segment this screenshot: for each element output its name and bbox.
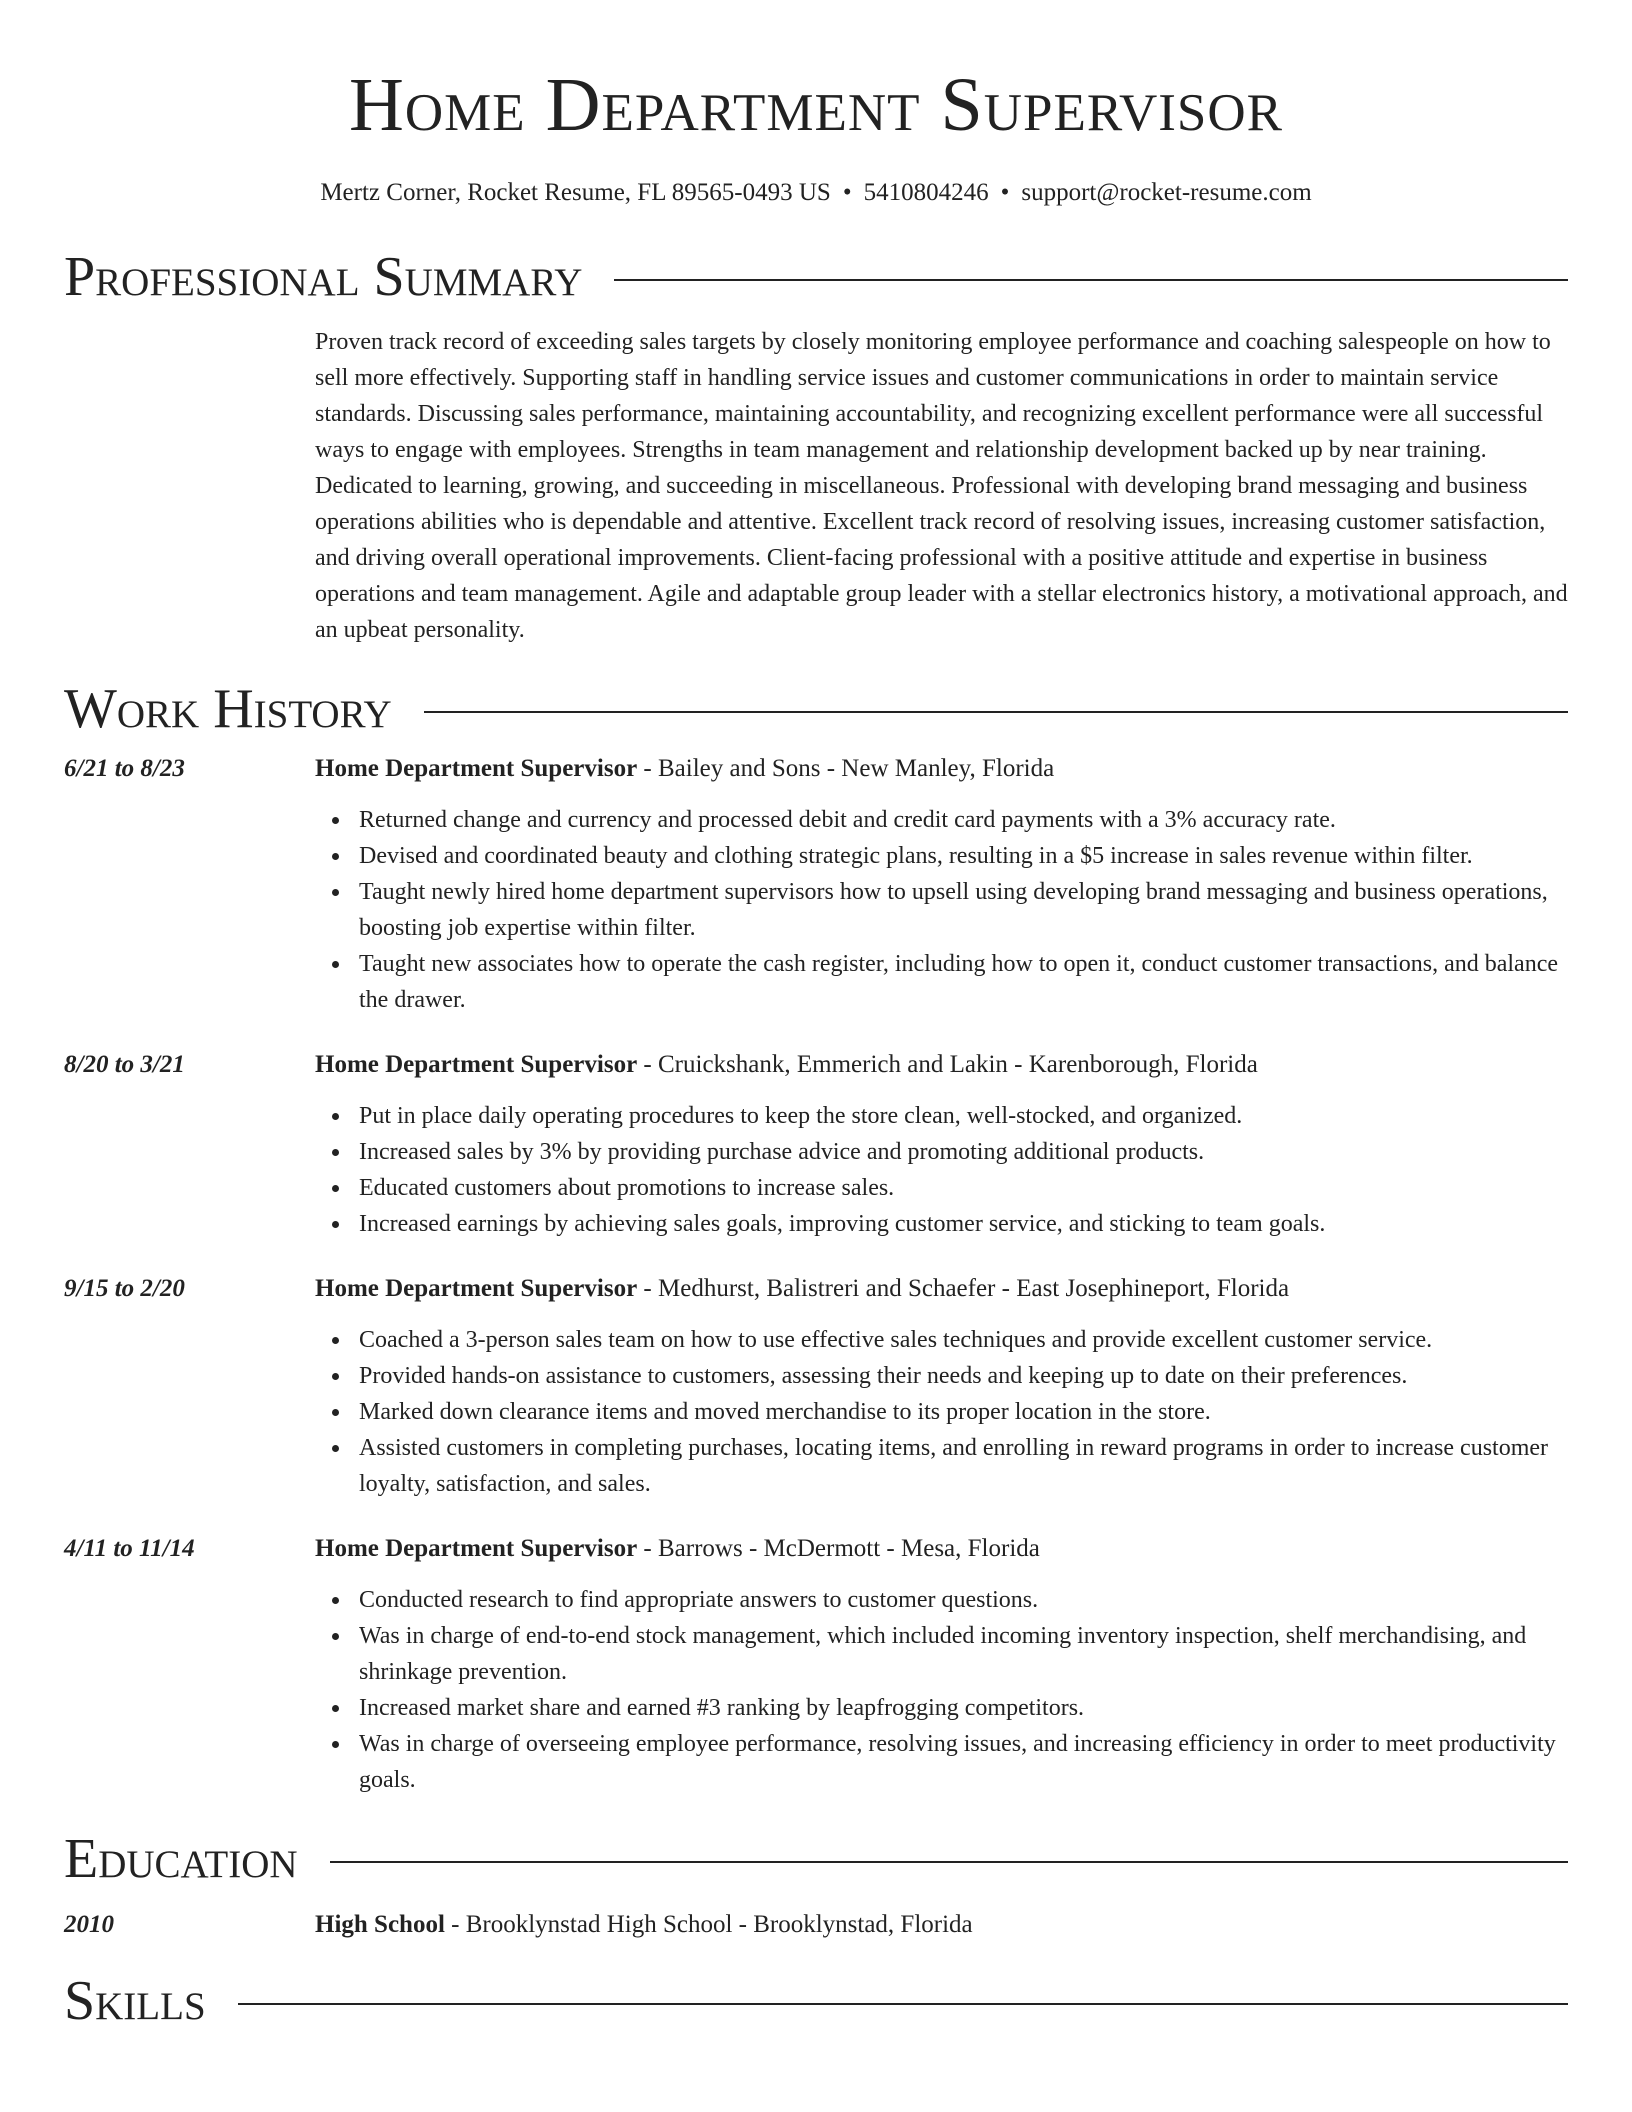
job-line — [315, 1272, 1568, 1306]
job-bullets — [315, 802, 1568, 1018]
job-entry — [64, 1048, 1568, 1242]
education-entry — [64, 1908, 1568, 1942]
skills-section-header — [64, 1968, 1568, 2034]
resume-name: Home Department Supervisor — [348, 63, 1284, 147]
job-bullet: Was in charge of overseeing employee performance, resolving issues, and increasing efficiency in order to meet productivity goals. — [359, 1726, 1568, 1798]
contact-email: support@rocket-resume.com — [1021, 179, 1312, 206]
job-entry — [64, 1272, 1568, 1502]
job-bullet: Devised and coordinated beauty and clothing strategic plans, resulting in a $5 increase in sales revenue within filter. — [359, 838, 1568, 874]
job-bullet: Conducted research to find appropriate answers to customer questions. — [359, 1582, 1568, 1618]
job-line — [315, 752, 1568, 786]
job-bullets — [315, 1582, 1568, 1798]
education-section-header — [64, 1826, 1568, 1892]
job-details: - Barrows - McDermott - Mesa, Florida — [637, 1535, 1040, 1562]
job-line — [315, 1048, 1568, 1082]
contact-line — [64, 178, 1568, 208]
education-heading: Education — [64, 1828, 298, 1890]
contact-address: Mertz Corner, Rocket Resume, FL 89565-0493 US — [320, 179, 831, 206]
section-divider — [330, 1861, 1568, 1863]
job-entry — [64, 752, 1568, 1018]
section-divider — [238, 2003, 1568, 2005]
contact-separator: • — [1000, 179, 1010, 206]
job-title: Home Department Supervisor — [315, 755, 638, 782]
job-bullet: Was in charge of end-to-end stock management, which included incoming inventory inspection, shelf merchandising, and shrinkage prevention. — [359, 1618, 1568, 1690]
summary-heading: Professional Summary — [64, 246, 583, 308]
job-dates: 4/11 to 11/14 — [64, 1535, 195, 1562]
resume-page — [64, 0, 1568, 2034]
skills-heading: Skills — [64, 1970, 206, 2032]
job-content — [315, 752, 1568, 1018]
job-title: Home Department Supervisor — [315, 1535, 638, 1562]
education-details: - Brooklynstad High School - Brooklynstad, Florida — [444, 1911, 973, 1938]
work-heading: Work History — [64, 678, 392, 740]
contact-separator: • — [842, 179, 852, 206]
section-divider — [614, 279, 1568, 281]
job-bullet: Marked down clearance items and moved merchandise to its proper location in the store. — [359, 1394, 1568, 1430]
job-dates: 9/15 to 2/20 — [64, 1275, 185, 1302]
job-bullets — [315, 1098, 1568, 1242]
job-bullet: Increased sales by 3% by providing purchase advice and promoting additional products. — [359, 1134, 1568, 1170]
summary-section-header — [64, 244, 1568, 310]
job-bullet: Coached a 3-person sales team on how to use effective sales techniques and provide excellent customer service. — [359, 1322, 1568, 1358]
education-content — [315, 1908, 1568, 1942]
job-title: Home Department Supervisor — [315, 1275, 638, 1302]
job-title: Home Department Supervisor — [315, 1051, 638, 1078]
job-details: - Medhurst, Balistreri and Schaefer - East Josephineport, Florida — [637, 1275, 1290, 1302]
job-details: - Bailey and Sons - New Manley, Florida — [637, 755, 1055, 782]
job-content — [315, 1048, 1568, 1242]
job-bullet: Put in place daily operating procedures to keep the store clean, well-stocked, and organized. — [359, 1098, 1568, 1134]
education-year: 2010 — [64, 1911, 114, 1938]
job-entry — [64, 1532, 1568, 1798]
job-bullet: Assisted customers in completing purchases, locating items, and enrolling in reward programs in order to increase customer loyalty, satisfaction, and sales. — [359, 1430, 1568, 1502]
section-divider — [424, 711, 1568, 713]
summary-text: Proven track record of exceeding sales targets by closely monitoring employee performance and coaching salespeople on how to sell more effectively. Supporting staff in handling service issues and customer communications in order to maintain service standards. Discussing sales performance, maintaining accountability, and recognizing excellent performance were all successful ways to engage with employees. Strengths in team management and relationship development backed up by near training. Dedicated to learning, growing, and succeeding in miscellaneous. Professional with developing brand messaging and business operations abilities who is dependable and attentive. Excellent track record of resolving issues, increasing customer satisfaction, and driving overall operational improvements. Client-facing professional with a positive attitude and expertise in business operations and team management. Agile and adaptable group leader with a stellar electronics history, a motivational approach, and an upbeat personality. — [315, 329, 1568, 643]
contact-phone: 5410804246 — [863, 179, 989, 206]
education-line — [315, 1908, 1568, 1942]
job-bullet: Educated customers about promotions to increase sales. — [359, 1170, 1568, 1206]
job-content — [315, 1272, 1568, 1502]
job-bullet: Returned change and currency and processed debit and credit card payments with a 3% accuracy rate. — [359, 802, 1568, 838]
job-line — [315, 1532, 1568, 1566]
job-bullet: Taught newly hired home department supervisors how to upsell using developing brand messaging and business operations, boosting job expertise within filter. — [359, 874, 1568, 946]
job-bullet: Increased earnings by achieving sales goals, improving customer service, and sticking to team goals. — [359, 1206, 1568, 1242]
job-bullet: Increased market share and earned #3 ranking by leapfrogging competitors. — [359, 1690, 1568, 1726]
job-bullets — [315, 1322, 1568, 1502]
job-dates: 6/21 to 8/23 — [64, 755, 185, 782]
work-section-header — [64, 676, 1568, 742]
job-content — [315, 1532, 1568, 1798]
job-details: - Cruickshank, Emmerich and Lakin - Karenborough, Florida — [637, 1051, 1258, 1078]
job-dates: 8/20 to 3/21 — [64, 1051, 185, 1078]
job-bullet: Provided hands-on assistance to customers, assessing their needs and keeping up to date on their preferences. — [359, 1358, 1568, 1394]
education-degree: High School — [315, 1911, 445, 1938]
job-bullet: Taught new associates how to operate the cash register, including how to open it, conduct customer transactions, and balance the drawer. — [359, 946, 1568, 1018]
